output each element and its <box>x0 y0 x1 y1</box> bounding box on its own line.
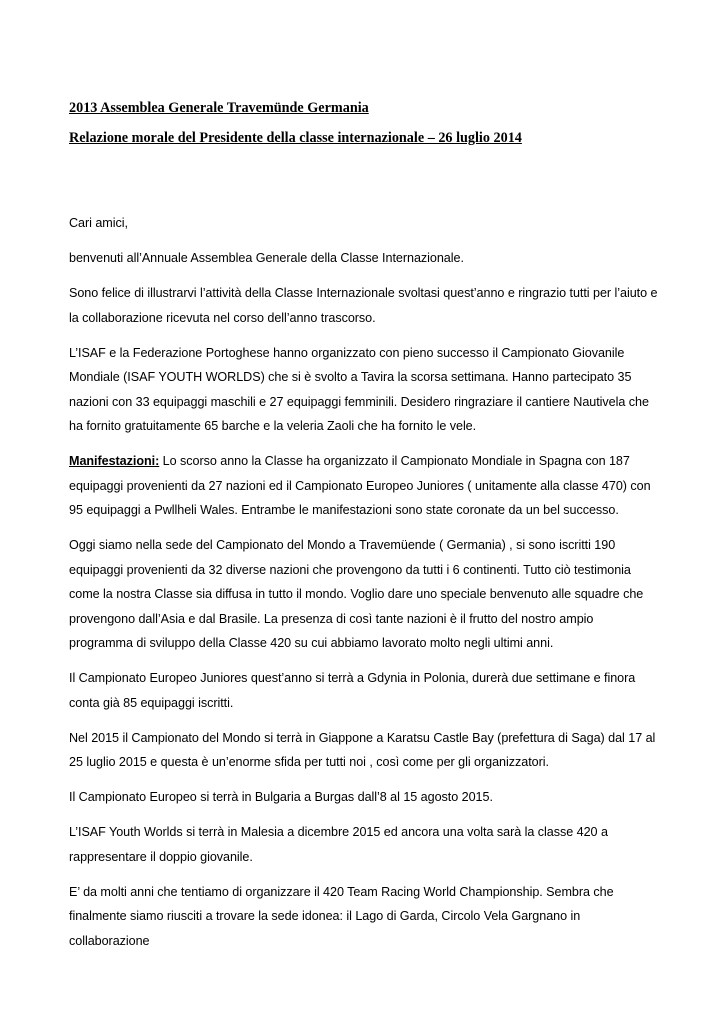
salutation: Cari amici, <box>69 216 128 230</box>
paragraph-youth-worlds-2015: L’ISAF Youth Worlds si terrà in Malesia a dicembre 2015 ed ancora una volta sarà la classe 420 a rappresentare il doppio giovanile. <box>69 825 608 864</box>
paragraph-welcome: benvenuti all’Annuale Assemblea Generale della Classe Internazionale. <box>69 251 464 265</box>
paragraph-team-racing: E’ da molti anni che tentiamo di organizzare il 420 Team Racing World Championship. Sembra che finalmente siamo riusciti a trovare la sede idonea: il Lago di Garda, Circolo Vela Gargnano in collaborazione <box>69 884 614 948</box>
paragraph-europeo-2015: Il Campionato Europeo si terrà in Bulgaria a Burgas dall’8 al 15 agosto 2015. <box>69 790 493 804</box>
paragraph-travemuende: Oggi siamo nella sede del Campionato del Mondo a Travemüende ( Germania) , si sono iscritti 190 equipaggi provenienti da 32 diverse nazioni che provengono da tutti i 6 continenti. Tutto ciò testimonia come la nostra Classe sia diffusa in tutto il mondo. Voglio dare uno speciale benvenuto alle squadre che provengono dall’Asia e dal Brasile. La presenza di così tante nazioni è il frutto del nostro ampio programma di sviluppo della Classe 420 su cui abbiamo lavorato molto negli ultimi anni. <box>69 538 644 650</box>
paragraph-europeo-juniores: Il Campionato Europeo Juniores quest’anno si terrà a Gdynia in Polonia, durerà due settimane e finora conta già 85 equipaggi iscritti. <box>69 671 636 710</box>
paragraph-mondiale-2015: Nel 2015 il Campionato del Mondo si terrà in Giappone a Karatsu Castle Bay (prefettura di Saga) dal 17 al 25 luglio 2015 e questa è un’enorme sfida per tutti noi , così come per gli organizzatori. <box>69 730 656 769</box>
paragraph-isaf-youth: L’ISAF e la Federazione Portoghese hanno organizzato con pieno successo il Campionato Giovanile Mondiale (ISAF YOUTH WORLDS) che si è svolto a Tavira la scorsa settimana. Hanno partecipato 35 nazioni con 33 equipaggi maschili e 27 equipaggi femminili. Desidero ringraziare il cantiere Nautivela che ha fornito gratuitamente 65 barche e la veleria Zaoli che ha fornito le vele. <box>69 345 649 433</box>
manifestazioni-text: Lo scorso anno la Classe ha organizzato il Campionato Mondiale in Spagna con 187 equipaggi provenienti da 27 nazioni ed il Campionato Europeo Juniores ( unitamente alla classe 470) con 95 equipaggi a Pwllheli Wales. Entrambe le manifestazioni sono state coronate da un bel successo. <box>69 454 651 517</box>
paragraph-thanks: Sono felice di illustrarvi l’attività della Classe Internazionale svoltasi quest’anno e ringrazio tutti per l’aiuto e la collaborazione ricevuta nel corso dell’anno trascorso. <box>69 286 658 325</box>
paragraph-manifestazioni <box>69 449 659 523</box>
document-body <box>69 98 659 964</box>
document-title: 2013 Assemblea Generale Travemünde Germania <box>69 100 369 116</box>
document-subtitle: Relazione morale del Presidente della classe internazionale – 26 luglio 2014 <box>69 130 522 146</box>
manifestazioni-label: Manifestazioni: <box>69 454 160 468</box>
